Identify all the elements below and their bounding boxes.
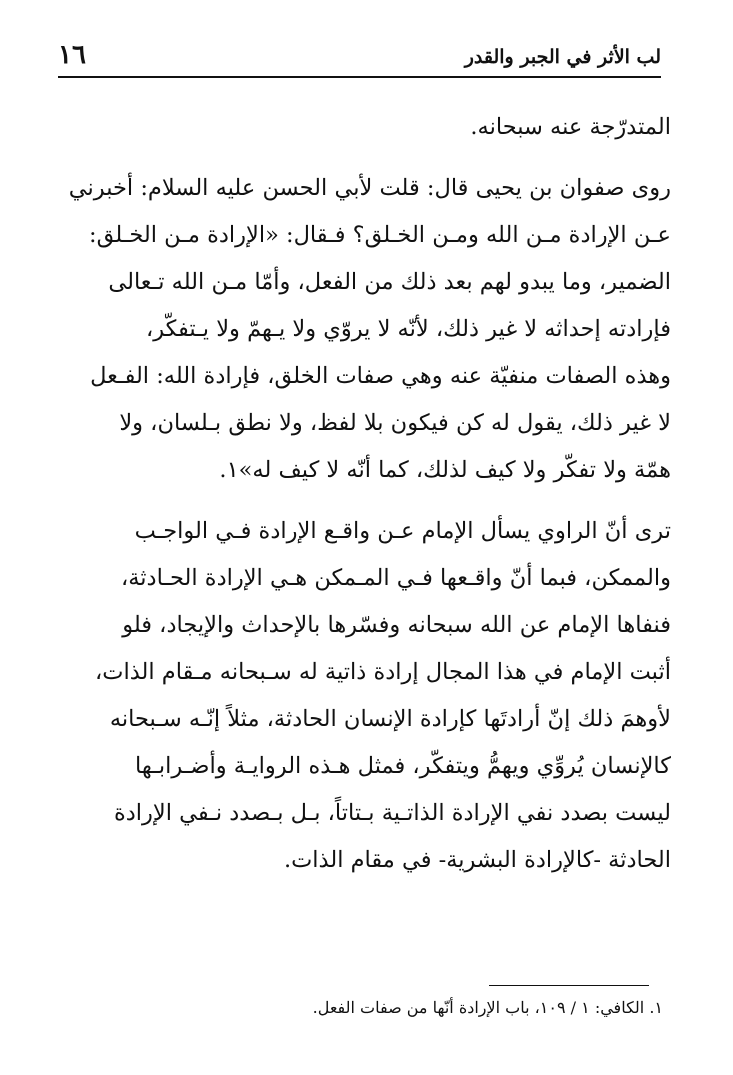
body-text [60,104,671,884]
text-line: كالإنسان يُروِّي ويهمُّ ويتفكّر، فمثل هـذه الروايـة وأضـرابـها [135,753,671,779]
text-line: لا غير ذلك، يقول له كن فيكون بلا لفظ، ولا نطق بـلسان، ولا [119,410,671,436]
text-line: فنفاها الإمام عن الله سبحانه وفسّرها بالإحداث والإيجاد، فلو [122,612,671,638]
text-line: أثبت الإمام في هذا المجال إرادة ذاتية له سـبحانه مـقام الذات، [95,659,671,685]
page-header [58,36,661,70]
text-line: الحادثة -كالإرادة البشرية- في مقام الذات. [283,847,671,873]
text-line: عـن الإرادة مـن الله ومـن الخـلق؟ فـقال: «الإرادة مـن الخـلق: [88,222,671,248]
text-line: وهذه الصفات منفيّة عنه وهي صفات الخلق، فإرادة الله: الفـعل [90,363,671,389]
page-number: ١٦ [58,40,86,70]
text-line: الضمير، وما يبدو لهم بعد ذلك من الفعل، وأمّا مـن الله تـعالى [108,269,671,295]
text-line: روى صفوان بن يحيى قال: قلت لأبي الحسن عليه السلام: أخبرني [68,175,671,201]
text-line: ترى أنّ الراوي يسأل الإمام عـن واقـع الإرادة فـي الواجـب [134,518,671,544]
text-line: همّة ولا تفكّر ولا كيف لذلك، كما أنّه لا كيف له»١. [219,457,671,483]
text-line: ليست بصدد نفي الإرادة الذاتـية بـتاتاً، بـل بـصدد نـفي الإرادة [113,800,671,826]
running-title: لب الأثر في الجبر والقدر [464,46,661,68]
footnote-rule [489,985,649,986]
header-rule [58,76,661,78]
text-line: لأوهمَ ذلك إنّ أرادتَها كإرادة الإنسان الحادثة، مثلاً إنّـه سـبحانه [109,706,671,732]
text-line: فإرادته إحداثه لا غير ذلك، لأنّه لا يروّي ولا يـهمّ ولا يـتفكّر، [145,316,671,342]
footnote: ١. الكافي: ١ / ١٠٩، باب الإرادة أنّها من صفات الفعل. [312,998,663,1017]
text-line: المتدرّجة عنه سبحانه. [470,114,671,140]
text-line: والممكن، فبما أنّ واقـعها فـي المـمكن هـي الإرادة الحـادثة، [120,565,671,591]
